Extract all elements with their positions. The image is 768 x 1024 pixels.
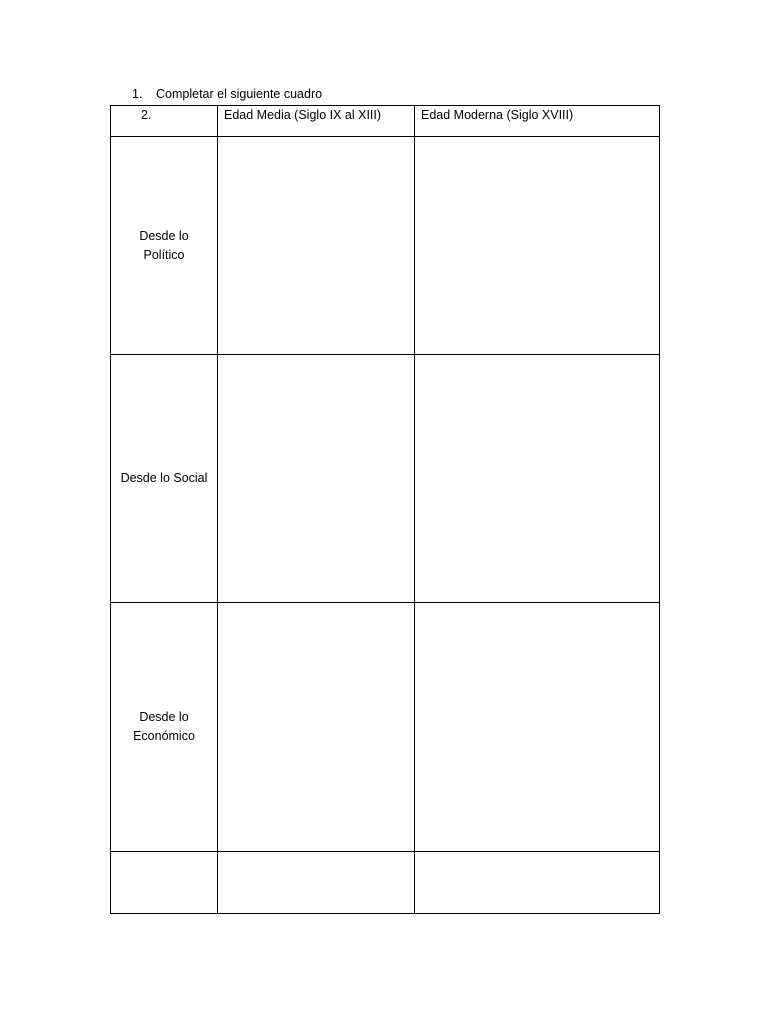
comparison-table bbox=[110, 105, 660, 914]
answer-cell-social-media[interactable] bbox=[218, 355, 415, 603]
row-label-line: Económico bbox=[133, 729, 195, 743]
instruction-number: 1. bbox=[132, 87, 143, 101]
header-edad-moderna: Edad Moderna (Siglo XVIII) bbox=[421, 108, 574, 122]
instruction-item bbox=[132, 86, 322, 102]
answer-cell-extra-moderna[interactable] bbox=[415, 852, 660, 914]
answer-cell-economico-moderna[interactable] bbox=[415, 603, 660, 852]
table-header-row bbox=[111, 106, 660, 137]
answer-cell-economico-media[interactable] bbox=[218, 603, 415, 852]
answer-cell-social-moderna[interactable] bbox=[415, 355, 660, 603]
header-cell-number bbox=[111, 106, 218, 137]
row-label-cell-economico bbox=[111, 603, 218, 852]
instruction-text: Completar el siguiente cuadro bbox=[156, 87, 323, 101]
table-row bbox=[111, 852, 660, 914]
answer-cell-politico-media[interactable] bbox=[218, 137, 415, 355]
row-label-line: Desde lo Social bbox=[120, 471, 208, 485]
answer-cell-extra-media[interactable] bbox=[218, 852, 415, 914]
header-cell-edad-moderna bbox=[415, 106, 660, 137]
header-number: 2. bbox=[141, 108, 152, 122]
table-row bbox=[111, 137, 660, 355]
answer-cell-politico-moderna[interactable] bbox=[415, 137, 660, 355]
header-cell-edad-media bbox=[218, 106, 415, 137]
row-label-line: Desde lo bbox=[139, 228, 189, 243]
row-label-cell-politico bbox=[111, 137, 218, 355]
row-label-cell-social bbox=[111, 355, 218, 603]
row-label-line: Político bbox=[143, 247, 185, 262]
empty-label-cell bbox=[111, 852, 218, 914]
row-label-line: Desde lo bbox=[139, 710, 189, 724]
header-edad-media: Edad Media (Siglo IX al XIII) bbox=[224, 108, 382, 122]
table-row bbox=[111, 355, 660, 603]
table-row bbox=[111, 603, 660, 852]
